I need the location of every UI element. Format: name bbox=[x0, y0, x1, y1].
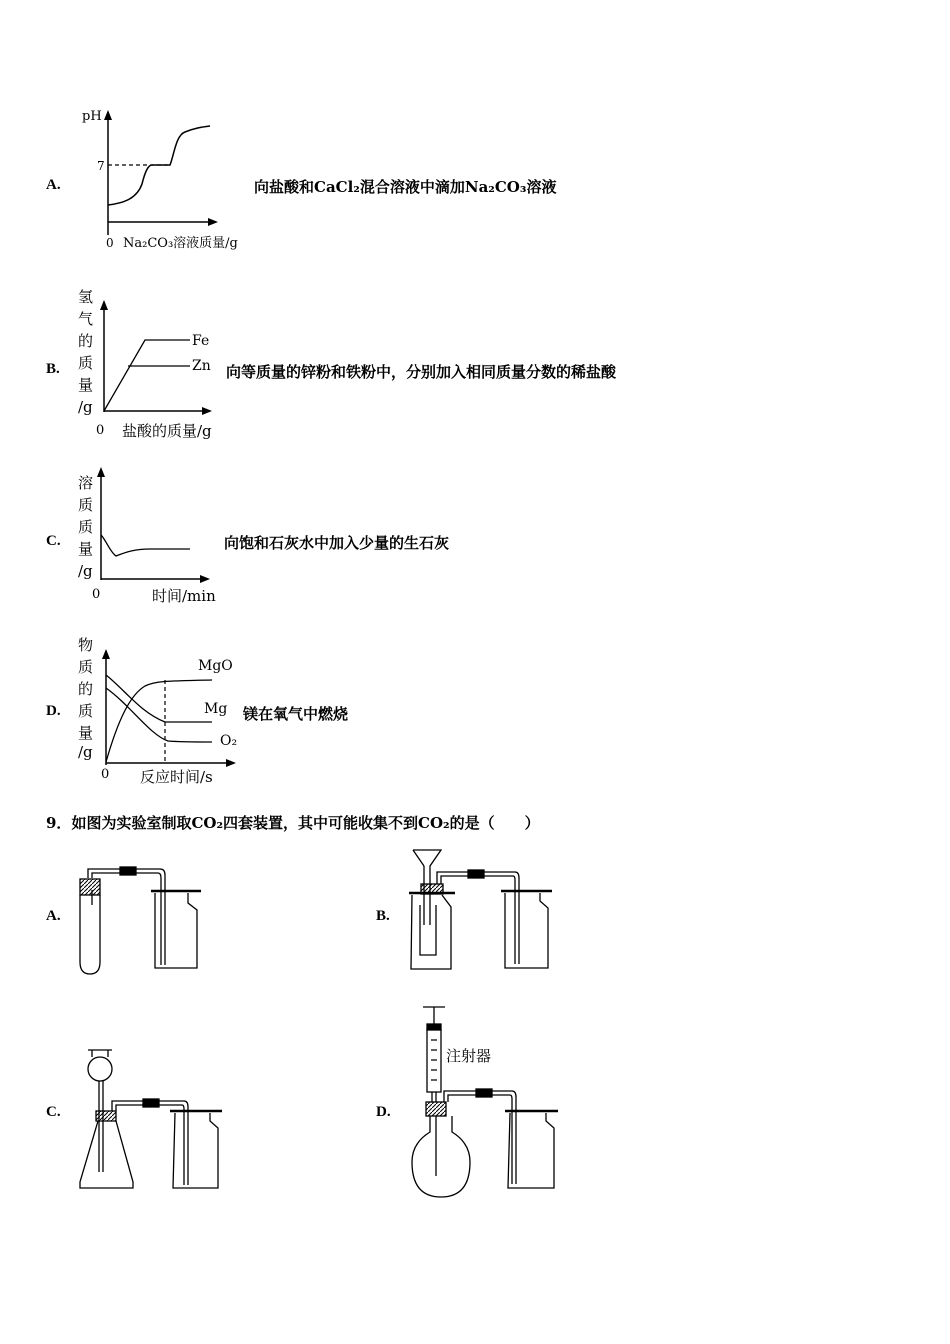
graph-d-y-label: 物 bbox=[78, 636, 94, 654]
apparatus-c bbox=[80, 1050, 222, 1188]
option-a-letter: A. bbox=[46, 177, 61, 193]
graph-a-origin: 0 bbox=[106, 236, 114, 250]
graph-b-origin: 0 bbox=[96, 423, 105, 438]
graph-d-x-label: 反应时间/s bbox=[140, 768, 213, 786]
option-c-description: 向饱和石灰水中加入少量的生石灰 bbox=[224, 534, 450, 552]
graph-b-y-label: 质 bbox=[78, 354, 94, 372]
graph-d-series-o2: O₂ bbox=[220, 733, 238, 749]
graph-a-y-label: pH bbox=[82, 109, 102, 124]
graph-d-y-label: 质 bbox=[78, 658, 94, 676]
graph-c-origin: 0 bbox=[92, 587, 101, 602]
graph-b-y-label: 氢 bbox=[78, 288, 94, 306]
graph-d-y-label: 的 bbox=[78, 680, 94, 698]
apparatus-a bbox=[80, 867, 201, 974]
graph-d-series-mg: Mg bbox=[204, 701, 228, 717]
option-b-letter: B. bbox=[46, 361, 60, 377]
graph-c-y-label: /g bbox=[78, 562, 93, 580]
graph-a-x-label: Na₂CO₃溶液质量/g bbox=[123, 236, 238, 251]
option-d-description: 镁在氧气中燃烧 bbox=[243, 705, 349, 723]
graph-d-y-label: 质 bbox=[78, 702, 94, 720]
graph-c-y-label: 溶 bbox=[78, 474, 94, 492]
graph-b-y-label: 的 bbox=[78, 332, 94, 350]
option-a-description: 向盐酸和CaCl₂混合溶液中滴加Na₂CO₃溶液 bbox=[254, 178, 557, 196]
graph-c-y-label: 量 bbox=[78, 540, 94, 558]
option-b-description: 向等质量的锌粉和铁粉中，分别加入相同质量分数的稀盐酸 bbox=[226, 363, 617, 381]
apparatus-d bbox=[412, 1007, 558, 1197]
graph-b-y-label: 量 bbox=[78, 376, 94, 394]
graph-b-y-label: 气 bbox=[78, 310, 94, 328]
graph-b-series-fe: Fe bbox=[192, 333, 210, 349]
graph-b-series-zn: Zn bbox=[192, 358, 211, 374]
graph-d-origin: 0 bbox=[101, 767, 110, 782]
graph-b-y-label: /g bbox=[78, 398, 93, 416]
option-c-letter: C. bbox=[46, 533, 61, 549]
q9-option-d: D. bbox=[376, 1104, 391, 1120]
apparatus-b bbox=[409, 850, 552, 969]
graph-a-y-tick: 7 bbox=[97, 159, 105, 173]
graph-d-y-label: /g bbox=[78, 743, 93, 761]
option-d-letter: D. bbox=[46, 703, 61, 719]
graph-d-series-mgo: MgO bbox=[198, 658, 233, 674]
question-9-number: 9． bbox=[46, 814, 72, 832]
q9-option-c: C. bbox=[46, 1104, 61, 1120]
syringe-label: 注射器 bbox=[446, 1047, 492, 1065]
question-9-text: 如图为实验室制取CO₂四套装置，其中可能收集不到CO₂的是（ ） bbox=[71, 814, 540, 832]
graph-b-x-label: 盐酸的质量/g bbox=[122, 422, 212, 440]
graph-c-y-label: 质 bbox=[78, 518, 94, 536]
graph-c-y-label: 质 bbox=[78, 496, 94, 514]
q9-option-a: A. bbox=[46, 908, 61, 924]
graph-c-x-label: 时间/min bbox=[152, 587, 216, 605]
q9-option-b: B. bbox=[376, 908, 390, 924]
graph-d-y-label: 量 bbox=[78, 724, 94, 742]
